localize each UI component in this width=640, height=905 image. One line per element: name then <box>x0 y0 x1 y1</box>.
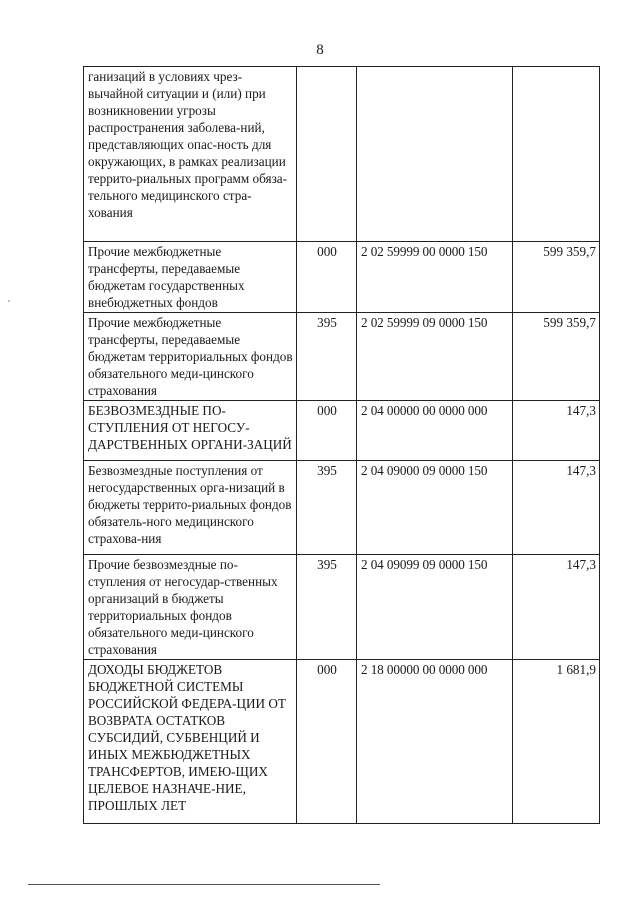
table-row <box>84 555 600 660</box>
table-row <box>84 242 600 313</box>
admin-code-cell: 000 <box>297 242 357 313</box>
budget-classification-code-cell: 2 18 00000 00 0000 000 <box>357 660 513 824</box>
table-row <box>84 313 600 401</box>
page-number: 8 <box>316 42 324 58</box>
admin-code-cell: 000 <box>297 660 357 824</box>
revenue-name-cell: Безвозмездные поступления от негосударственных орга-низаций в бюджеты террито-риальных фондов обязатель-ного медицинского страхова-ния <box>84 461 297 555</box>
amount-cell: 147,3 <box>513 555 600 660</box>
amount-cell: 599 359,7 <box>513 242 600 313</box>
amount-cell: 1 681,9 <box>513 660 600 824</box>
scan-speck <box>8 300 10 302</box>
amount-cell: 147,3 <box>513 401 600 461</box>
budget-classification-code-cell: 2 02 59999 00 0000 150 <box>357 242 513 313</box>
footer-divider <box>28 884 380 885</box>
amount-cell: 147,3 <box>513 461 600 555</box>
budget-revenue-table <box>83 66 600 824</box>
revenue-name-cell: ганизаций в условиях чрез-вычайной ситуации и (или) при возникновении угрозы распространения заболева-ний, представляющих опас-ность для окружающих, в рамках реализации террито-риальных программ обяза-тельного медицинского стра-хования <box>84 67 297 242</box>
admin-code-cell <box>297 67 357 242</box>
revenue-name-cell: Прочие межбюджетные трансферты, передаваемые бюджетам территориальных фондов обязательного меди-цинского страхования <box>84 313 297 401</box>
table-row <box>84 67 600 242</box>
revenue-name-cell: Прочие межбюджетные трансферты, передаваемые бюджетам государственных внебюджетных фондов <box>84 242 297 313</box>
admin-code-cell: 000 <box>297 401 357 461</box>
revenue-name-cell: Прочие безвозмездные по-ступления от негосудар-ственных организаций в бюджеты территориальных фондов обязательного меди-цинского страхования <box>84 555 297 660</box>
table-row <box>84 401 600 461</box>
revenue-name-cell: ДОХОДЫ БЮДЖЕТОВ БЮДЖЕТНОЙ СИСТЕМЫ РОССИЙСКОЙ ФЕДЕРА-ЦИИ ОТ ВОЗВРАТА ОСТАТКОВ СУБСИДИЙ, СУБВЕНЦИЙ И ИНЫХ МЕЖБЮДЖЕТНЫХ ТРАНСФЕРТОВ, ИМЕЮ-ЩИХ ЦЕЛЕВОЕ НАЗНАЧЕ-НИЕ, ПРОШЛЫХ ЛЕТ <box>84 660 297 824</box>
revenue-name-cell: БЕЗВОЗМЕЗДНЫЕ ПО-СТУПЛЕНИЯ ОТ НЕГОСУ-ДАРСТВЕННЫХ ОРГАНИ-ЗАЦИЙ <box>84 401 297 461</box>
budget-classification-code-cell: 2 04 09000 09 0000 150 <box>357 461 513 555</box>
table-row <box>84 461 600 555</box>
admin-code-cell: 395 <box>297 313 357 401</box>
budget-classification-code-cell: 2 02 59999 09 0000 150 <box>357 313 513 401</box>
amount-cell: 599 359,7 <box>513 313 600 401</box>
budget-classification-code-cell: 2 04 09099 09 0000 150 <box>357 555 513 660</box>
amount-cell <box>513 67 600 242</box>
admin-code-cell: 395 <box>297 555 357 660</box>
budget-classification-code-cell <box>357 67 513 242</box>
budget-classification-code-cell: 2 04 00000 00 0000 000 <box>357 401 513 461</box>
admin-code-cell: 395 <box>297 461 357 555</box>
table-row <box>84 660 600 824</box>
